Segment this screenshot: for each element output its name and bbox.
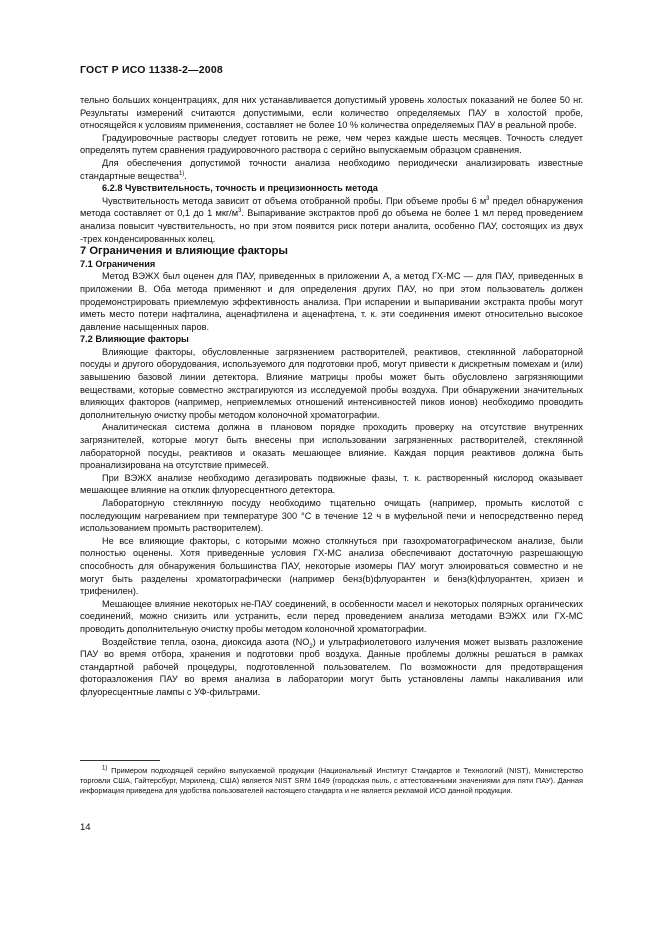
paragraph: Мешающее влияние некоторых не-ПАУ соединений, в особенности масел и некоторых полярных органических соединений, можно снизить или устранить, если перед проведением анализа методами ВЭЖХ или ГХ-МС проводить дополнительную очистку пробы методом колоночной хроматографии. — [80, 598, 583, 634]
superscript: 3 — [486, 195, 490, 202]
document-header: ГОСТ Р ИСО 11338-2—2008 — [80, 64, 223, 76]
footnote-ref: 1) — [178, 170, 185, 177]
footnote-mark: 1) — [102, 765, 108, 772]
subsection-heading-7-2: 7.2 Влияющие факторы — [80, 334, 189, 345]
footnote-divider — [80, 760, 160, 761]
page-number: 14 — [80, 822, 91, 833]
text-run: . Выпаривание экстрактов проб до объема не более 1 мл перед проведением анализа повысит чувствительность, но при этом появится риск потери аналита, особенно ПАУ, состоящих из двух -трех конденсированных колец. — [80, 208, 583, 244]
footnote-text: Примером подходящей серийно выпускаемой продукции (Национальный Институт Стандартов и Технологий (NIST), Министерство торговли США, Гайтерсбург, Мэриленд, США) является NIST SRM 1649 (городская пыль, с аттестованными значениями для пяти ПАУ). Данная информация приведена для удобства пользователей настоящего стандарта и не является рекламой ИСО данной продукции. — [80, 766, 583, 795]
text-run: Чувствительность метода зависит от объема отобранной пробы. При объеме пробы 6 м — [102, 195, 487, 206]
document-body — [80, 94, 583, 699]
subscript: 2 — [309, 643, 313, 650]
paragraph — [80, 636, 583, 699]
paragraph: Лабораторную стеклянную посуду необходимо тщательно очищать (например, промыть кислотой с последующим нагреванием при температуре 300 °С в течение 12 ч в муфельной печи и непосредственно перед использованием промыть растворителем). — [80, 498, 583, 534]
paragraph-end: . — [184, 170, 187, 181]
text-run: предел обнаружения метода составляет от 0,1 до 1 мкг/м — [80, 195, 583, 219]
text-run: ) и ультрафиолетового излучения может вызвать разложение ПАУ во время отбора, хранения и подготовки проб воздуха. Данные проблемы должны решаться в рамках стандартной рабочей процедуры, подготовленной пользователем. По возможности для предотвращения фоторазложения ПАУ во время анализа в лаборатории могут быть установлены лампы накаливания или флуоресцентные лампы с УФ-фильтрами. — [80, 636, 584, 697]
paragraph: Аналитическая система должна в плановом порядке проходить проверку на отсутствие внутренних загрязнителей, которые могут быть внесены при использовании загрязненных растворителей, стеклянной лабораторной посуды, реактивов и оказать мешающее влияние. Каждая порция реактивов должна быть проанализирована на отсутствие примесей. — [80, 422, 583, 471]
paragraph: Метод ВЭЖХ был оценен для ПАУ, приведенных в приложении А, а метод ГХ-МС — для ПАУ, приведенных в приложении В. Оба метода применяют и для определения других ПАУ, но при этом пользователь должен продемонстрировать приемлемую эффективность анализа. При испарении и выпаривании экстракта пробы могут иметь место потери нафталина, аценафтилена и аценафтена, т. к. эти соединения имеют относительно высокое давление насыщенных паров. — [80, 271, 583, 332]
text-run: Воздействие тепла, озона, диоксида азота (NO — [102, 636, 310, 647]
section-heading-7: 7 Ограничения и влияющие факторы — [80, 245, 288, 258]
paragraph: Градуировочные растворы следует готовить не реже, чем через каждые шесть месяцев. Точность следует определять путем сравнения градуировочного раствора с серийно выпускаемым образцом сравнения. — [80, 132, 583, 156]
paragraph — [80, 157, 583, 182]
superscript: 3 — [238, 208, 242, 215]
paragraph: тельно больших концентрациях, для них устанавливается допустимый уровень холостых показаний не более 50 нг. Результаты измерений считаются допустимыми, если количество определяемых ПАУ в холостой пробе, относящейся к условиям применения, составляет не более 10 % количества определяемых ПАУ в реальной пробе. — [80, 95, 583, 131]
paragraph: Не все влияющие факторы, с которыми можно столкнуться при газохроматографическом анализе, были полностью оценены. Хотя приведенные условия ГХ-МС анализа обеспечивают достаточную разрешающую способность для обнаружения большинства ПАУ, некоторые изомеры ПАУ могут элюироваться совместно и не могут быть разделены хроматографически (например бенз(b)флуорантен и бенз(k)флуорантен, хризен и трифенилен). — [80, 535, 583, 597]
paragraph — [80, 195, 583, 245]
subsection-heading-7-1: 7.1 Ограничения — [80, 258, 156, 269]
footnote — [80, 766, 583, 796]
paragraph: При ВЭЖХ анализе необходимо дегазировать подвижные фазы, т. к. растворенный кислород оказывает мешающее влияние на отклик флуоресцентного детектора. — [80, 472, 583, 496]
paragraph: Влияющие факторы, обусловленные загрязнением растворителей, реактивов, стеклянной лабораторной посуды и другого оборудования, используемого для подготовки проб, могут привести к дискретным помехам и (или) завышению базовой линии детектора. Влияние матрицы пробы может быть обусловлено загрязняющими веществами, которые совместно экстрагируются из исследуемой пробы воздуха. При обнаружении значительных влияющих факторов (например, неприемлемых отношений интенсивностей пиков ионов) необходимо проводить дополнительную очистку пробы методом колоночной хроматографии. — [80, 346, 583, 420]
subsection-heading-6-2-8: 6.2.8 Чувствительность, точность и прецизионность метода — [102, 183, 378, 194]
paragraph-text: Для обеспечения допустимой точности анализа необходимо периодически анализировать известные стандартные вещества — [80, 157, 583, 181]
